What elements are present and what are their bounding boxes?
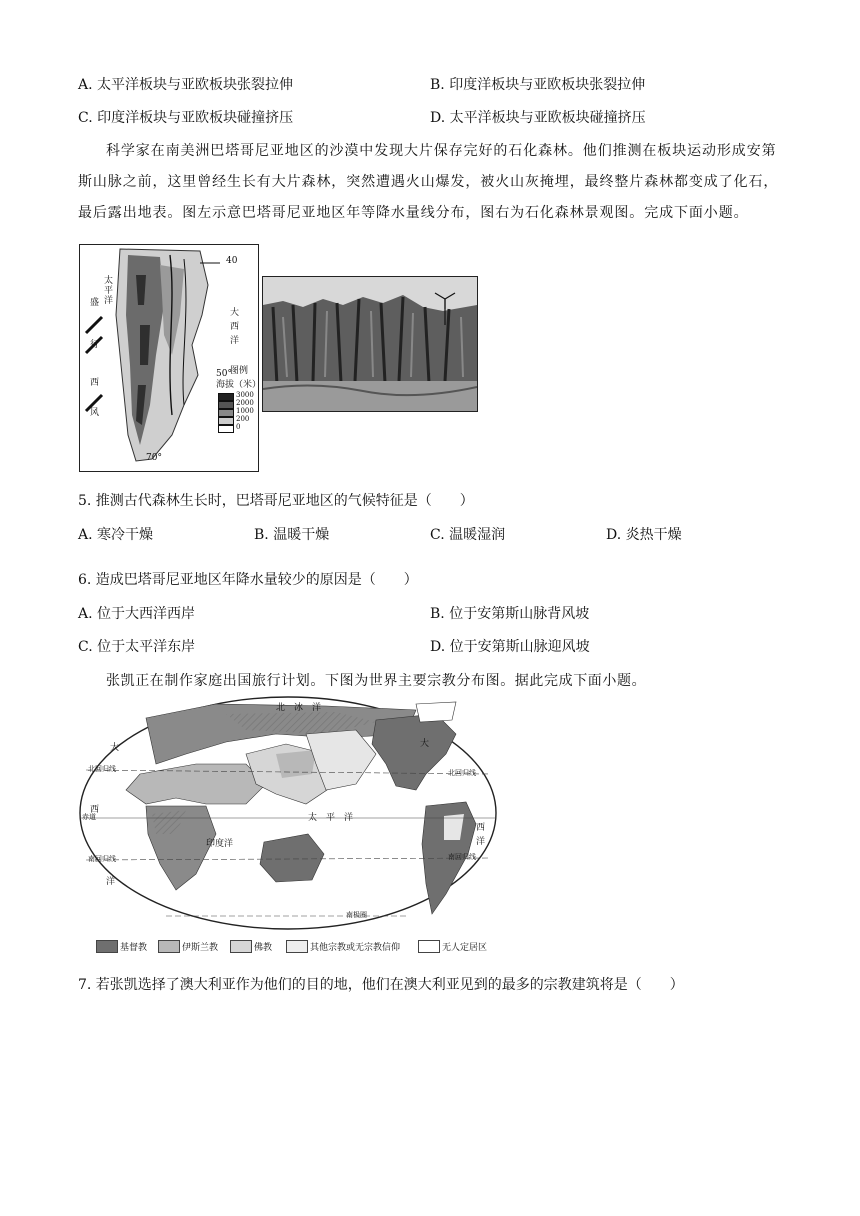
petrified-forest-graphic	[263, 277, 477, 411]
q4-option-a: A. 太平洋板块与亚欧板块张裂拉伸	[78, 77, 294, 93]
wind-char-2: 行	[90, 340, 100, 350]
label-arctic-ocean: 北 冰 洋	[276, 703, 322, 713]
q6-option-b: B. 位于安第斯山脉背风坡	[430, 606, 590, 622]
legend-swatch-uninhabited	[418, 940, 440, 953]
q5-option-d: D. 炎热干燥	[606, 527, 682, 543]
label-tropic-cancer-e: 北回归线	[448, 769, 476, 777]
q5-option-b: B. 温暖干燥	[254, 527, 330, 543]
lon-70-label: 70°	[146, 453, 162, 463]
q6-option-d: D. 位于安第斯山脉迎风坡	[430, 639, 590, 655]
patagonia-map	[79, 244, 262, 472]
legend-buddhism: 佛教	[254, 943, 273, 953]
legend-swatch-2000	[218, 401, 234, 409]
atlantic-char-3: 洋	[230, 336, 240, 346]
legend-uninhabited: 无人定居区	[442, 943, 488, 953]
legend-value-1000: 1000	[236, 407, 254, 415]
label-tropic-cancer-w: 北回归线	[88, 765, 116, 773]
legend-swatch-3000	[218, 393, 234, 401]
q6-stem: 6. 造成巴塔哥尼亚地区年降水量较少的原因是（ ）	[78, 572, 418, 588]
legend-swatch-0	[218, 425, 234, 433]
legend-swatch-islam	[158, 940, 180, 953]
label-tropic-capricorn-e: 南回归线	[448, 853, 476, 861]
label-atlantic-w-1: 大	[110, 743, 120, 753]
legend-value-0: 0	[236, 423, 241, 431]
legend-swatch-other	[286, 940, 308, 953]
label-equator: 赤道	[82, 813, 96, 821]
q7-stem: 7. 若张凯选择了澳大利亚作为他们的目的地，他们在澳大利亚见到的最多的宗教建筑将是（ ）	[78, 977, 684, 993]
label-atlantic-e-2: 西	[476, 823, 486, 833]
label-atlantic-e-3: 洋	[476, 837, 486, 847]
world-religion-map	[76, 694, 500, 958]
legend-value-2000: 2000	[236, 399, 254, 407]
label-atlantic-w-2: 西	[90, 805, 100, 815]
legend-value-3000: 3000	[236, 391, 254, 399]
q4-option-d: D. 太平洋板块与亚欧板块碰撞挤压	[430, 110, 646, 126]
q5-stem: 5. 推测古代森林生长时，巴塔哥尼亚地区的气候特征是（ ）	[78, 493, 474, 509]
legend-other: 其他宗教或无宗教信仰	[310, 943, 401, 953]
label-antarctic-circle: 南极圈	[346, 911, 367, 919]
lat-40-label: 40	[226, 256, 238, 266]
legend-swatch-buddhism	[230, 940, 252, 953]
legend-title: 图例	[230, 366, 249, 376]
passage-travel: 张凯正在制作家庭出国旅行计划。下图为世界主要宗教分布图。据此完成下面小题。	[106, 673, 647, 689]
legend-swatch-1000	[218, 409, 234, 417]
atlantic-char-2: 西	[230, 322, 240, 332]
label-atlantic-w-3: 洋	[106, 877, 116, 887]
q4-option-b: B. 印度洋板块与亚欧板块张裂拉伸	[430, 77, 646, 93]
lat-50-label: 50°	[216, 369, 232, 379]
label-pacific-ocean: 太 平 洋	[308, 813, 354, 823]
pacific-char-3: 洋	[104, 296, 114, 306]
wind-char-1: 盛	[90, 298, 100, 308]
atlantic-char-1: 大	[230, 308, 240, 318]
q5-option-c: C. 温暖湿润	[430, 527, 506, 543]
legend-swatch-christianity	[96, 940, 118, 953]
legend-islam: 伊斯兰教	[182, 943, 219, 953]
legend-value-200: 200	[236, 415, 250, 423]
wind-char-4: 风	[90, 408, 100, 418]
wind-char-3: 西	[90, 378, 100, 388]
q4-option-c: C. 印度洋板块与亚欧板块碰撞挤压	[78, 110, 294, 126]
q6-option-c: C. 位于太平洋东岸	[78, 639, 196, 655]
legend-swatch-200	[218, 417, 234, 425]
passage-patagonia: 科学家在南美洲巴塔哥尼亚地区的沙漠中发现大片保存完好的石化森林。他们推测在板块运动形成安第斯山脉之前，这里曾经生长有大片森林，突然遭遇火山爆发，被火山灰掩埋，最终整片森林都变成了化石，最后露出地表。图左示意巴塔哥尼亚地区年等降水量线分布，图右为石化森林景观图。完成下面小题。	[78, 143, 779, 221]
label-tropic-capricorn-w: 南回归线	[88, 855, 116, 863]
q5-option-a: A. 寒冷干燥	[78, 527, 154, 543]
legend-christianity: 基督教	[120, 943, 148, 953]
pacific-char-1: 太	[104, 276, 114, 286]
petrified-forest-photo	[262, 276, 478, 412]
label-atlantic-e-1: 大	[420, 739, 430, 749]
q6-option-a: A. 位于大西洋西岸	[78, 606, 196, 622]
world-religion-map-graphic	[76, 694, 500, 932]
label-indian-ocean: 印度洋	[206, 839, 234, 849]
legend-unit: 海拔（米）	[216, 380, 262, 390]
pacific-char-2: 平	[104, 286, 114, 296]
